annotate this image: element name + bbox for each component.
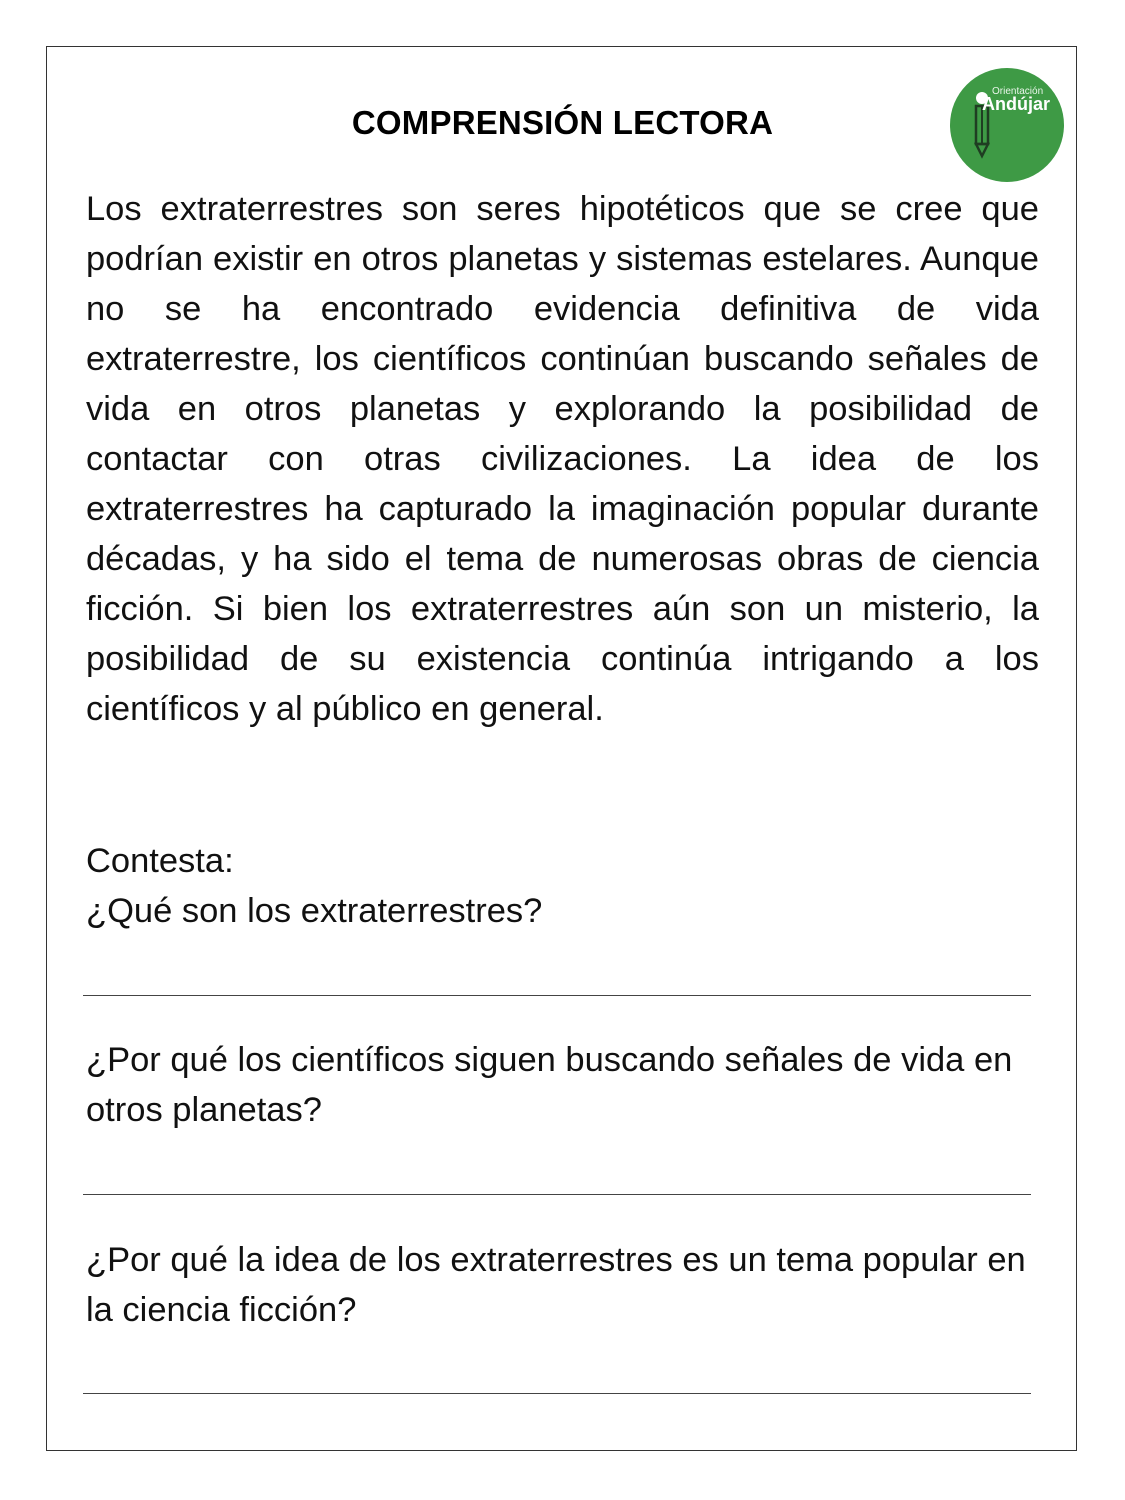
question-2: ¿Por qué los científicos siguen buscando señales de vida en otros planetas? [86,1041,1013,1129]
logo-top-text: Orientación [992,86,1044,97]
reading-passage: Los extraterrestres son seres hipotéticos que se cree que podrían existir en otros planetas y sistemas estelares. Aunque no se ha encontrado evidencia definitiva de vida extraterrestre, los científicos continúan buscando señales de vida en otros planetas y explorando la posibilidad de contactar con otras civilizaciones. La idea de los extraterrestres ha capturado la imaginación popular durante décadas, y ha sido el tema de numerosas obras de ciencia ficción. Si bien los extraterrestres aún son un misterio, la posibilidad de su existencia continúa intrigando a los científicos y al público en general. [86,190,1039,728]
logo-name: Andújar [982,94,1051,114]
question-1: ¿Qué son los extraterrestres? [86,892,543,930]
instructions-label: Contesta: [86,842,234,880]
logo [950,68,1064,182]
answer-line-1[interactable] [83,995,1031,996]
answer-line-3[interactable] [83,1393,1031,1394]
page-title: COMPRENSIÓN LECTORA [351,104,774,141]
answer-line-2[interactable] [83,1194,1031,1195]
question-3: ¿Por qué la idea de los extraterrestres es un tema popular en la ciencia ficción? [86,1241,1026,1329]
